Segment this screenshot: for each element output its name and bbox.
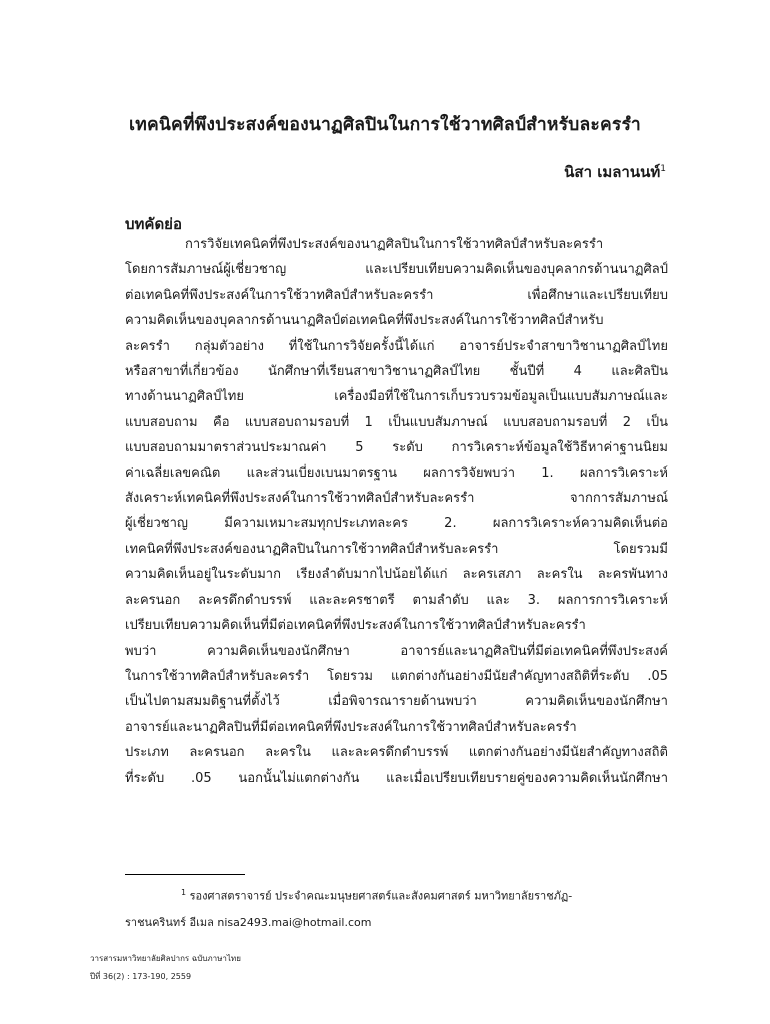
abstract-line: เปรียบเทียบความคิดเห็นที่มีต่อเทคนิคที่พึงประสงค์ในการใช้วาทศิลป์สำหรับละครรำ: [125, 618, 586, 634]
author-name: [564, 160, 666, 184]
abstract-line: พบว่า ความคิดเห็นของนักศึกษา อาจารย์และนาฏศิลปินที่มีต่อเทคนิคที่พึงประสงค์: [125, 643, 668, 659]
abstract-line: ในการใช้วาทศิลป์สำหรับละครรำ โดยรวม แตกต่างกันอย่างมีนัยสำคัญทางสถิติที่ระดับ .05: [125, 668, 668, 684]
abstract-line: ความคิดเห็นอยู่ในระดับมาก เรียงลำดับมากไปน้อยได้แก่ ละครเสภา ละครใน ละครพันทาง: [125, 567, 668, 583]
abstract-line: ความคิดเห็นของบุคลากรด้านนาฏศิลป์ต่อเทคนิคที่พึงประสงค์ในการใช้วาทศิลป์สำหรับ: [125, 313, 604, 329]
footnote-mark: 1: [181, 888, 187, 897]
paper-title: เทคนิคที่พึงประสงค์ของนาฏศิลปินในการใช้วาทศิลป์สำหรับละครรำ: [129, 115, 641, 135]
footnote-line-1: [125, 880, 665, 910]
journal-issue: ปีที่ 36(2) : 173-190, 2559: [90, 972, 192, 981]
journal-info: [90, 950, 241, 986]
abstract-line: ทางด้านนาฏศิลป์ไทย เครื่องมือที่ใช้ในการเก็บรวบรวมข้อมูลเป็นแบบสัมภาษณ์และ: [125, 389, 668, 405]
footnote-divider: [125, 874, 245, 875]
footnote-line-2: ราชนครินทร์ อีเมล nisa2493.mai@hotmail.com: [125, 915, 372, 929]
abstract-line: แบบสอบถาม คือ แบบสอบถามรอบที่ 1 เป็นแบบสัมภาษณ์ แบบสอบถามรอบที่ 2 เป็น: [125, 414, 668, 430]
abstract-heading: บทคัดย่อ: [125, 215, 182, 233]
abstract-line: ละครรำ กลุ่มตัวอย่าง ที่ใช้ในการวิจัยครั้งนี้ได้แก่ อาจารย์ประจำสาขาวิชานาฏศิลป์ไทย: [125, 338, 668, 354]
abstract-line: ต่อเทคนิคที่พึงประสงค์ในการใช้วาทศิลป์สำหรับละครรำ เพื่อศึกษาและเปรียบเทียบ: [125, 287, 668, 303]
abstract-line: เทคนิคที่พึงประสงค์ของนาฏศิลปินในการใช้วาทศิลป์สำหรับละครรำ โดยรวมมี: [125, 541, 668, 557]
abstract-body: [125, 232, 668, 791]
abstract-line: แบบสอบถามมาตราส่วนประมาณค่า 5 ระดับ การวิเคราะห์ข้อมูลใช้วิธีหาค่าฐานนิยม: [125, 440, 668, 456]
abstract-line: ละครนอก ละครดึกดำบรรพ์ และละครชาตรี ตามลำดับ และ 3. ผลการการวิเคราะห์: [125, 592, 668, 608]
abstract-line: อาจารย์และนาฏศิลปินที่มีต่อเทคนิคที่พึงประสงค์ในการใช้วาทศิลป์สำหรับละครรำ: [125, 719, 577, 735]
abstract-line: สังเคราะห์เทคนิคที่พึงประสงค์ในการใช้วาทศิลป์สำหรับละครรำ จากการสัมภาษณ์: [125, 491, 668, 507]
footnote: [125, 880, 665, 936]
footnote-text-1: รองศาสตราจารย์ ประจำคณะมนุษยศาสตร์และสังคมศาสตร์ มหาวิทยาลัยราชภัฏ-: [189, 889, 573, 903]
abstract-line: ค่าเฉลี่ยเลขคณิต และส่วนเบี่ยงเบนมาตรฐาน ผลการวิจัยพบว่า 1. ผลการวิเคราะห์: [125, 465, 668, 481]
abstract-line: ประเภท ละครนอก ละครใน และละครดึกดำบรรพ์ แตกต่างกันอย่างมีนัยสำคัญทางสถิติ: [125, 745, 668, 761]
abstract-line: การวิจัยเทคนิคที่พึงประสงค์ของนาฏศิลปินในการใช้วาทศิลป์สำหรับละครรำ: [185, 237, 604, 252]
journal-name: วารสารมหาวิทยาลัยศิลปากร ฉบับภาษาไทย: [90, 954, 241, 963]
abstract-line: หรือสาขาที่เกี่ยวข้อง นักศึกษาที่เรียนสาขาวิชานาฏศิลป์ไทย ชั้นปีที่ 4 และศิลปิน: [125, 364, 668, 380]
abstract-line: ที่ระดับ .05 นอกนั้นไม่แตกต่างกัน และเมื่อเปรียบเทียบรายคู่ของความคิดเห็นนักศึกษา: [125, 770, 668, 786]
abstract-line: ผู้เชี่ยวชาญ มีความเหมาะสมทุกประเภทละคร 2. ผลการวิเคราะห์ความคิดเห็นต่อ: [125, 516, 668, 532]
abstract-line: เป็นไปตามสมมติฐานที่ตั้งไว้ เมื่อพิจารณารายด้านพบว่า ความคิดเห็นของนักศึกษา: [125, 694, 668, 710]
abstract-line: โดยการสัมภาษณ์ผู้เชี่ยวชาญ และเปรียบเทียบความคิดเห็นของบุคลากรด้านนาฏศิลป์: [125, 262, 668, 278]
author-footnote-mark: 1: [660, 164, 666, 174]
author-name-text: นิสา เมลานนท์: [564, 163, 661, 181]
